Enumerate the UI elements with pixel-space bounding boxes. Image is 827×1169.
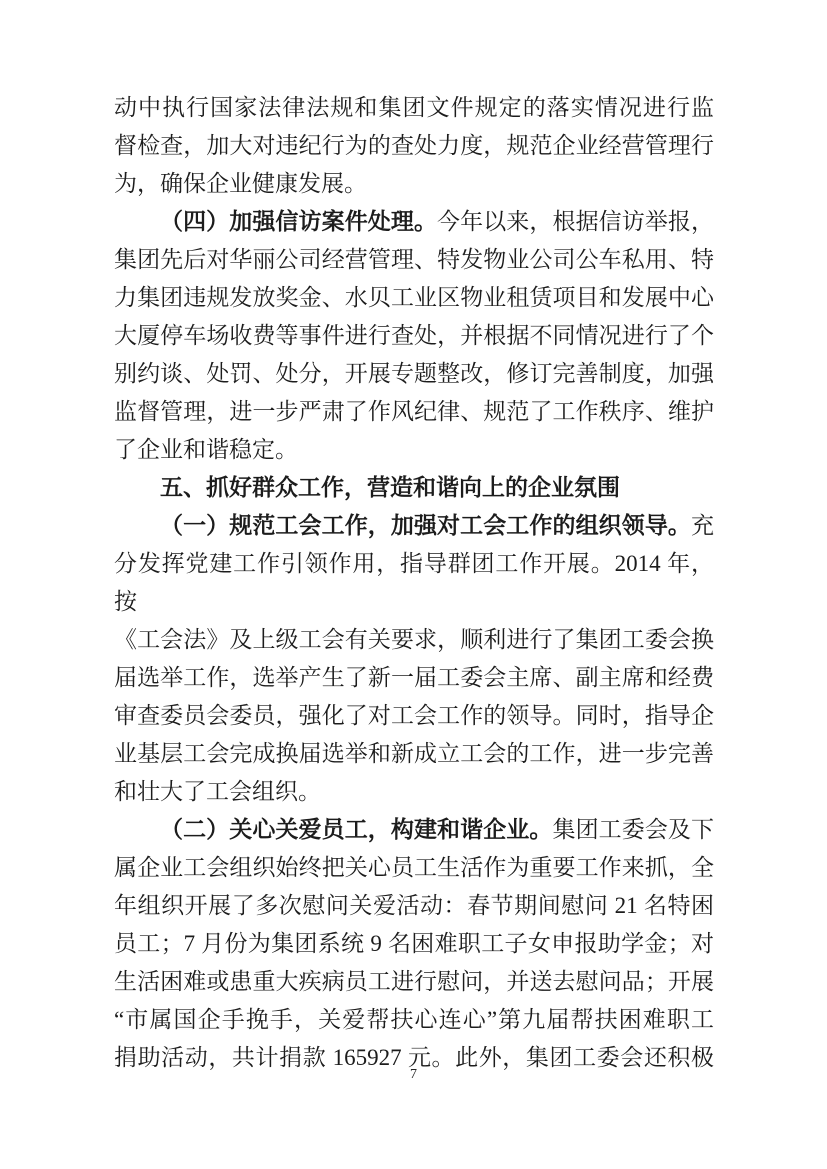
- text-line: [114, 393, 714, 431]
- page-number: 7: [410, 1067, 417, 1082]
- text-segment: 生活困难或患重大疾病员工进行慰问，并送去慰问品；开展: [114, 969, 714, 994]
- text-segment: 届选举工作，选举产生了新一届工委会主席、副主席和经费: [114, 665, 714, 690]
- text-segment: “市属国企手挽手，关爱帮扶心连心”第九届帮扶困难职工: [114, 1007, 714, 1032]
- text-line: [114, 355, 714, 393]
- document-body: [114, 89, 714, 1077]
- text-segment: 今年以来，根据信访举报，: [437, 209, 715, 234]
- text-line: [114, 811, 714, 849]
- text-line: [114, 545, 714, 621]
- text-line: [114, 89, 714, 127]
- text-segment: 属企业工会组织始终把关心员工生活作为重要工作来抓，全: [114, 855, 714, 880]
- text-segment: 大厦停车场收费等事件进行查处，并根据不同情况进行了个: [114, 323, 714, 348]
- text-line: [114, 279, 714, 317]
- text-segment: 集团工委会及下: [552, 817, 715, 842]
- text-line: [114, 203, 714, 241]
- text-line: [114, 849, 714, 887]
- text-line: [114, 507, 714, 545]
- text-line: [114, 659, 714, 697]
- text-line: [114, 963, 714, 1001]
- text-line: [114, 431, 714, 469]
- text-line: [114, 697, 714, 735]
- text-segment: 别约谈、处罚、处分，开展专题整改，修订完善制度，加强: [114, 361, 714, 386]
- text-segment: 充: [691, 513, 714, 538]
- text-segment: 督检查，加大对违纪行为的查处力度，规范企业经营管理行: [114, 133, 714, 158]
- text-segment: 员工；7 月份为集团系统 9 名困难职工子女申报助学金；对: [114, 931, 714, 956]
- text-segment: 监督管理，进一步严肃了作风纪律、规范了工作秩序、维护: [114, 399, 714, 424]
- text-segment: 年组织开展了多次慰问关爱活动：春节期间慰问 21 名特困: [114, 893, 714, 918]
- text-line: [114, 165, 714, 203]
- bold-text-segment: （一）规范工会工作，加强对工会工作的组织领导。: [160, 513, 691, 538]
- text-line: [114, 241, 714, 279]
- text-segment: 动中执行国家法律法规和集团文件规定的落实情况进行监: [114, 95, 714, 120]
- text-segment: 业基层工会完成换届选举和新成立工会的工作，进一步完善: [114, 741, 714, 766]
- bold-text-segment: （四）加强信访案件处理。: [160, 209, 438, 234]
- text-line: [114, 925, 714, 963]
- text-line: [114, 127, 714, 165]
- text-line: [114, 469, 714, 507]
- text-line: [114, 621, 714, 659]
- text-segment: 审查委员会委员，强化了对工会工作的领导。同时，指导企: [114, 703, 714, 728]
- text-segment: 了企业和谐稳定。: [114, 437, 298, 462]
- text-line: [114, 317, 714, 355]
- text-line: [114, 887, 714, 925]
- text-segment: 为，确保企业健康发展。: [114, 171, 367, 196]
- text-line: [114, 735, 714, 773]
- text-segment: 集团先后对华丽公司经营管理、特发物业公司公车私用、特: [114, 247, 714, 272]
- text-line: [114, 1001, 714, 1039]
- text-segment: 《工会法》及上级工会有关要求，顺利进行了集团工委会换: [114, 627, 714, 652]
- bold-text-segment: （二）关心关爱员工，构建和谐企业。: [160, 817, 553, 842]
- bold-text-segment: 五、抓好群众工作，营造和谐向上的企业氛围: [160, 475, 620, 500]
- text-segment: 捐助活动，共计捐款 165927 元。此外，集团工委会还积极: [114, 1045, 714, 1070]
- text-segment: 力集团违规发放奖金、水贝工业区物业租赁项目和发展中心: [114, 285, 714, 310]
- text-segment: 和壮大了工会组织。: [114, 779, 321, 804]
- text-line: [114, 773, 714, 811]
- text-segment: 分发挥党建工作引领作用，指导群团工作开展。2014 年，按: [114, 551, 714, 614]
